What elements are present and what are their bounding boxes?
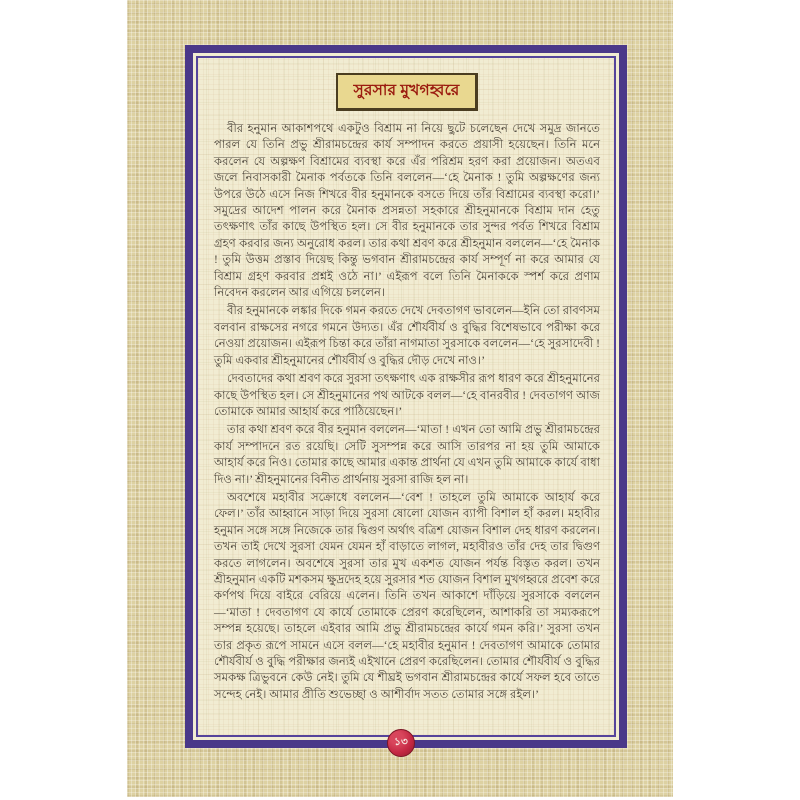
page-content	[198, 58, 614, 735]
paragraph: বীর হনুমান আকাশপথে একটুও বিশ্রাম না নিয়ে ছুটে চলেছেন দেখে সমুদ্র জানতে পারল যে তিনি প্রভু শ্রীরামচন্দ্রের কার্য সম্পাদন করতে প্রয়াসী হয়েছেন। তিনি মনে করলেন যে অল্পক্ষণ বিশ্রামের ব্যবস্থা করে এঁর পরিশ্রম হরণ করা প্রয়োজন। অতএব জলে নিবাসকারী মৈনাক পর্বতকে তিনি বললেন—‘হে মৈনাক ! তুমি অল্পক্ষণের জন্য উপরে উঠে এসে নিজ শিখরে বীর হনুমানকে বসতে দিয়ে তাঁর বিশ্রামের ব্যবস্থা করো।’ সমুদ্রের আদেশ পালন করে মৈনাক প্রসন্নতা সহকারে শ্রীহনুমানকে বিশ্রাম দান হেতু তৎক্ষণাৎ তাঁর কাছে উপস্থিত হল। সে বীর হনুমানকে তার সুন্দর পর্বত শিখরে বিশ্রাম গ্রহণ করবার জন্য অনুরোধ করল। তার কথা শ্রবণ করে শ্রীহনুমান বললেন—‘হে মৈনাক ! তুমি উত্তম প্রস্তাব দিয়েছ কিন্তু ভগবান শ্রীরামচন্দ্রের কার্য সম্পূর্ণ না করে আমার যে বিশ্রাম গ্রহণ করবার প্রশ্নই ওঠে না।’ এইরূপ বলে তিনি মৈনাককে স্পর্শ করে প্রণাম নিবেদন করলেন আর এগিয়ে চললেন।	[214, 122, 600, 300]
body-text	[214, 121, 600, 703]
paragraph: দেবতাদের কথা শ্রবণ করে সুরসা তৎক্ষণাৎ এক রাক্ষসীর রূপ ধারণ করে শ্রীহনুমানের কাছে উপস্থিত হল। সে শ্রীহনুমানের পথ আটকে বলল—‘হে বানরবীর ! দেবতাগণ আজ তোমাকে আমার আহার্য করে পাঠিয়েছেন।’	[214, 372, 600, 418]
paragraph: অবশেষে মহাবীর সক্রোধে বললেন—‘বেশ ! তাহলে তুমি আমাকে আহার্য করে ফেল।’ তাঁর আহ্বানে সাড়া দিয়ে সুরসা ষোলো যোজন ব্যাপী বিশাল হাঁ করল। মহাবীর হনুমান সঙ্গে সঙ্গে নিজেকে তার দ্বিগুণ অর্থাৎ বত্রিশ যোজন বিশাল দেহ ধারণ করলেন। তখন তাই দেখে সুরসা যেমন যেমন হাঁ বাড়াতে লাগল, মহাবীরও তাঁর দেহ তার দ্বিগুণ করতে লাগলেন। অবশেষে সুরসা তার মুখ একশত যোজন পর্যন্ত বিস্তৃত করল। তখন শ্রীহনুমান একটি মশকসম ক্ষুদ্রদেহ হয়ে সুরসার শত যোজন বিশাল মুখগহ্বরে প্রবেশ করে কর্ণপথ দিয়ে বাইরে বেরিয়ে এলেন। তিনি তখন আকাশে দাঁড়িয়ে সুরসাকে বললেন—‘মাতা ! দেবতাগণ যে কার্যে তোমাকে প্রেরণ করেছিলেন, আশাকরি তা সম্যকরূপে সম্পন্ন হয়েছে। তাহলে এইবার আমি প্রভু শ্রীরামচন্দ্রের কার্যে গমন করি।’ সুরসা তখন তার প্রকৃত রূপে সামনে এসে বলল—‘হে মহাবীর হনুমান ! দেবতাগণ আমাকে তোমার শৌর্যবীর্য ও বুদ্ধি পরীক্ষার জন্যই এইখানে প্রেরণ করেছিলেন। তোমার শৌর্যবীর্য ও বুদ্ধির সমকক্ষ ত্রিভুবনে কেউ নেই। তুমি যে শীঘ্রই ভগবান শ্রীরামচন্দ্রের কার্যে সফল হবে তাতে সন্দেহ নেই। আমার প্রীতি শুভেচ্ছা ও আশীর্বাদ সতত তোমার সঙ্গে রইল।’	[214, 490, 600, 701]
page-number-badge	[387, 729, 415, 757]
paragraph: বীর হনুমানকে লঙ্কার দিকে গমন করতে দেখে দেবতাগণ ভাবলেন—ইনি তো রাবণসম বলবান রাক্ষসের নগরে গমনে উদ্যত। এঁর শৌর্যবীর্য ও বুদ্ধির বিশেষভাবে পরীক্ষা করে নেওয়া প্রয়োজন। এইরূপ চিন্তা করে তাঁরা নাগমাতা সুরসাকে বললেন—‘হে সুরসাদেবী ! তুমি একবার শ্রীহনুমানের শৌর্যবীর্য ও বুদ্ধির দৌড় দেখে নাও।’	[214, 304, 600, 367]
chapter-title-box	[336, 73, 477, 111]
page-number: ১৩	[394, 736, 408, 748]
chapter-title: সুরসার মুখগহ্বরে	[353, 82, 460, 99]
book-page-scan	[127, 0, 673, 797]
paragraph: তার কথা শ্রবণ করে বীর হনুমান বললেন—‘মাতা ! এখন তো আমি প্রভু শ্রীরামচন্দ্রের কার্য সম্পাদনে রত রয়েছি। সেটি সুসম্পন্ন করে আসি তারপর না হয় তুমি আমাকে আহার্য করে নিও। তোমার কাছে আমার একান্ত প্রার্থনা যে এখন তুমি আমাকে কার্যে বাধা দিও না।’ শ্রীহনুমানের বিনীত প্রার্থনায় সুরসা রাজি হল না।	[214, 423, 600, 486]
decorative-frame	[185, 45, 627, 748]
